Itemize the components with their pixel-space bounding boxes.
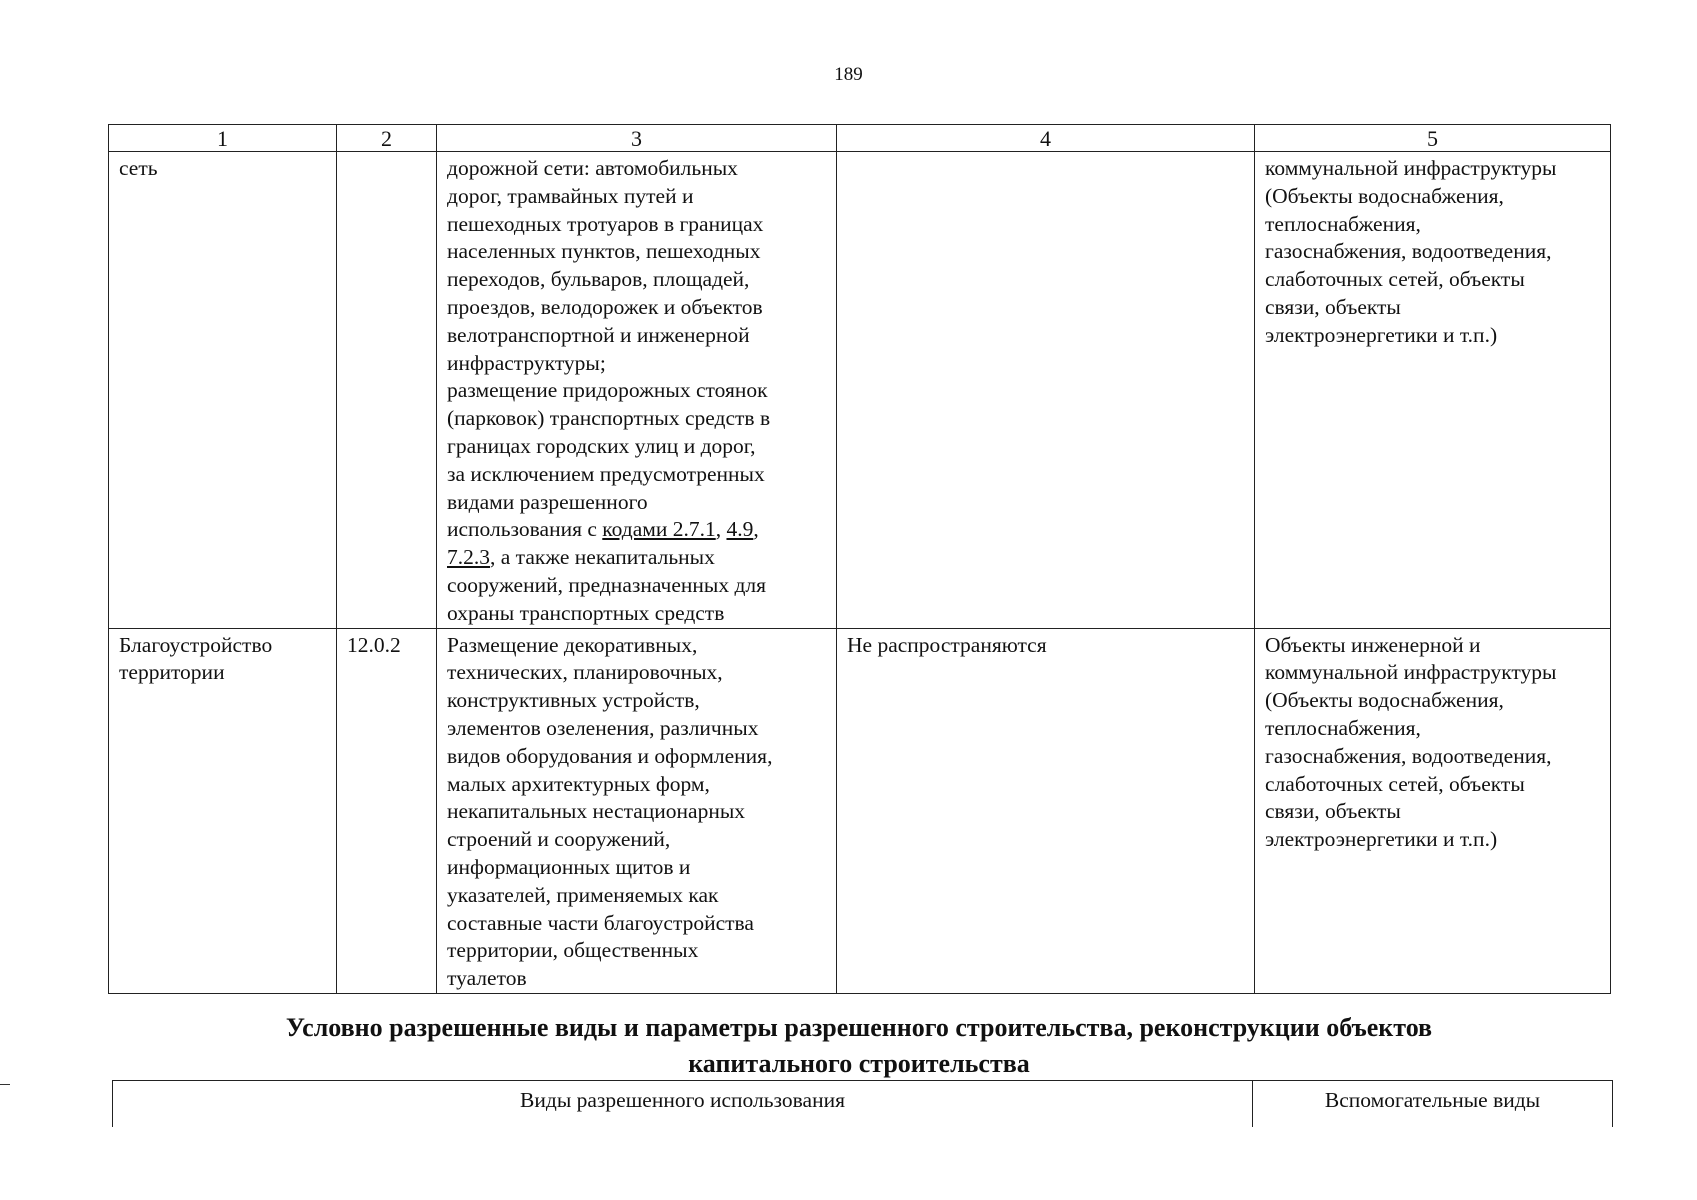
description-line: пешеходных тротуаров в границах <box>447 211 764 236</box>
use-name-line: Благоустройство <box>119 632 273 657</box>
description-line: дорог, трамвайных путей и <box>447 183 694 208</box>
auxiliary-line: коммунальной инфраструктуры <box>1265 660 1557 685</box>
description-line: населенных пунктов, пешеходных <box>447 239 761 264</box>
use-name: сеть <box>119 156 158 180</box>
auxiliary-line: газоснабжения, водоотведения, <box>1265 743 1552 768</box>
section-title-line: капитального строительства <box>688 1049 1030 1078</box>
description-line: за исключением предусмотренных <box>447 461 765 486</box>
description-line: видов оборудования и оформления, <box>447 743 773 768</box>
table-header-row <box>109 125 1611 152</box>
description-line: переходов, бульваров, площадей, <box>447 267 750 292</box>
description-line: Размещение декоративных, <box>447 632 698 657</box>
margin-mark <box>0 1084 10 1085</box>
table-row <box>109 152 1611 629</box>
code-link[interactable]: 7.2.3 <box>447 545 490 570</box>
auxiliary-line: электроэнергетики и т.п.) <box>1265 322 1498 347</box>
description-line <box>447 516 826 544</box>
auxiliary-line: (Объекты водоснабжения, <box>1265 688 1504 713</box>
description-line: сооружений, предназначенных для <box>447 572 767 597</box>
column-header: 1 <box>109 125 337 152</box>
description-line: инфраструктуры; <box>447 350 606 375</box>
section-title-line: Условно разрешенные виды и параметры разрешенного строительства, реконструкции объектов <box>285 1013 1433 1042</box>
table-header-row <box>113 1081 1613 1128</box>
auxiliary-line: газоснабжения, водоотведения, <box>1265 239 1552 264</box>
page-number: 189 <box>834 64 863 85</box>
auxiliary-line: теплоснабжения, <box>1265 715 1421 740</box>
description-line: проездов, велодорожек и объектов <box>447 294 763 319</box>
column-header: 4 <box>837 125 1255 152</box>
use-name-line: территории <box>119 660 225 685</box>
use-name-cell <box>109 152 337 629</box>
description-line: конструктивных устройств, <box>447 688 700 713</box>
parameters-cell: Не распространяются <box>837 628 1255 993</box>
auxiliary-uses-cell <box>1255 628 1611 993</box>
code-link[interactable]: кодами 2.7.1 <box>602 517 716 542</box>
auxiliary-line: слаботочных сетей, объекты <box>1265 267 1525 292</box>
code-link[interactable]: 4.9 <box>726 517 754 542</box>
description-line: строений и сооружений, <box>447 827 671 852</box>
description-line: территории, общественных <box>447 938 699 963</box>
description-line: (парковок) транспортных средств в <box>447 406 771 431</box>
use-code-cell <box>337 152 437 629</box>
description-text: использования с <box>447 517 603 542</box>
use-description-cell <box>437 628 837 993</box>
auxiliary-uses-cell <box>1255 152 1611 629</box>
column-header-auxiliary: Вспомогательные виды <box>1253 1081 1613 1128</box>
description-line: составные части благоустройства <box>447 910 754 935</box>
description-line: элементов озеленения, различных <box>447 715 759 740</box>
description-text: , <box>753 517 759 542</box>
description-line: информационных щитов и <box>447 854 691 879</box>
description-line: велотранспортной и инженерной <box>447 322 750 347</box>
table-row <box>109 628 1611 993</box>
description-text: , а также некапитальных <box>490 545 715 570</box>
column-header: 5 <box>1255 125 1611 152</box>
description-line: туалетов <box>447 966 527 991</box>
description-line: границах городских улиц и дорог, <box>447 433 756 458</box>
use-name-cell <box>109 628 337 993</box>
description-line: некапитальных нестационарных <box>447 799 746 824</box>
description-line <box>447 544 826 572</box>
auxiliary-line: коммунальной инфраструктуры <box>1265 156 1557 180</box>
description-line: указателей, применяемых как <box>447 882 719 907</box>
description-text: , <box>715 517 727 542</box>
description-line: охраны транспортных средств <box>447 600 725 625</box>
column-header-uses: Виды разрешенного использования <box>113 1081 1253 1128</box>
auxiliary-line: слаботочных сетей, объекты <box>1265 771 1525 796</box>
description-line: дорожной сети: автомобильных <box>447 156 738 180</box>
description-line: видами разрешенного <box>447 489 648 514</box>
auxiliary-line: связи, объекты <box>1265 294 1401 319</box>
auxiliary-line: электроэнергетики и т.п.) <box>1265 827 1498 852</box>
use-description-cell <box>437 152 837 629</box>
column-header: 2 <box>337 125 437 152</box>
description-line: малых архитектурных форм, <box>447 771 710 796</box>
use-code-cell: 12.0.2 <box>337 628 437 993</box>
conditional-uses-table <box>112 1080 1613 1127</box>
column-header: 3 <box>437 125 837 152</box>
auxiliary-line: Объекты инженерной и <box>1265 632 1481 657</box>
description-line: размещение придорожных стоянок <box>447 378 768 403</box>
permitted-uses-table <box>108 124 1611 994</box>
description-line: технических, планировочных, <box>447 660 723 685</box>
section-title <box>108 1010 1610 1082</box>
parameters-cell <box>837 152 1255 629</box>
auxiliary-line: связи, объекты <box>1265 799 1401 824</box>
auxiliary-line: (Объекты водоснабжения, <box>1265 183 1504 208</box>
auxiliary-line: теплоснабжения, <box>1265 211 1421 236</box>
